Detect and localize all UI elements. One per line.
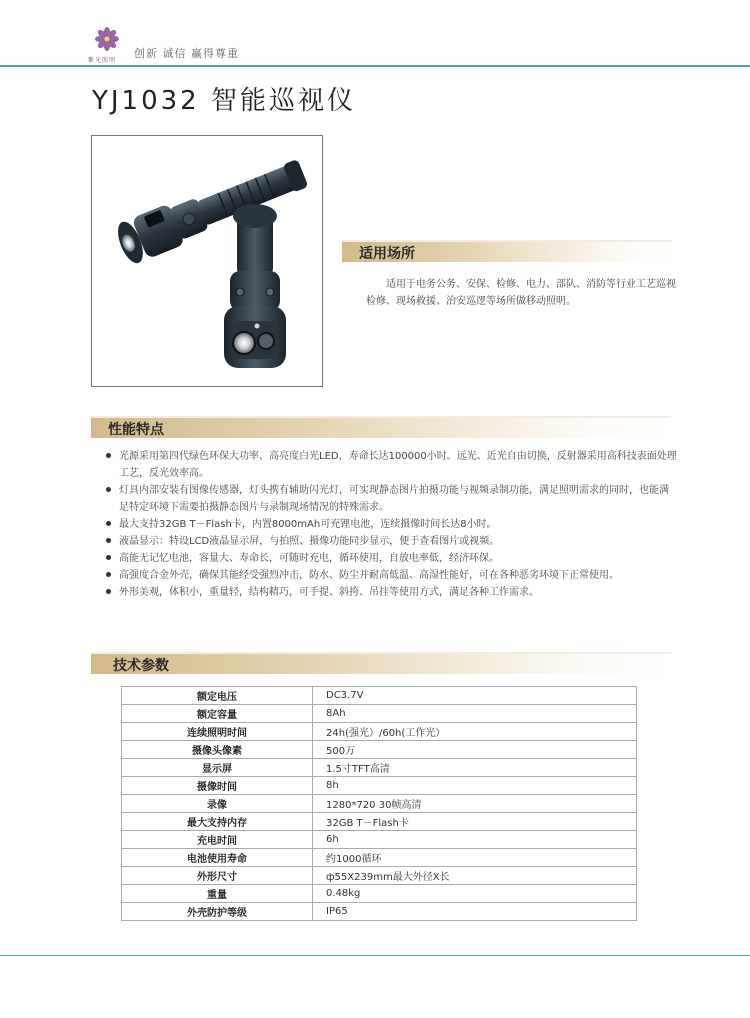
spec-value: DC3.7V [313, 687, 637, 705]
spec-key: 连续照明时间 [122, 723, 313, 741]
spec-key: 额定容量 [122, 705, 313, 723]
page-header [0, 0, 750, 66]
spec-value: 1.5寸TFT高清 [313, 759, 637, 777]
table-row [122, 813, 637, 831]
bullet-icon [106, 521, 111, 526]
spec-value: ф55X239mm最大外径X长 [313, 867, 637, 885]
list-item: 光源采用第四代绿色环保大功率、高亮度白光LED，寿命长达100000小时。远光、近光自由切换，反射器采用高科技表面处理工艺，反光效率高。 [106, 448, 678, 482]
list-item: 高强度合金外壳，确保其能经受强烈冲击，防水、防尘并耐高低温、高湿性能好，可在各种恶劣环境下正常使用。 [106, 567, 678, 584]
spec-value: 8h [313, 777, 637, 795]
bullet-icon [106, 453, 111, 458]
usage-heading: 适用场所 [359, 246, 415, 262]
list-item: 高能无记忆电池，容量大、寿命长，可随时充电，循环使用，自放电率低，经济环保。 [106, 550, 678, 567]
features-heading: 性能特点 [108, 422, 164, 438]
specs-section-bar [91, 652, 671, 674]
list-item: 外形美观，体积小，重量轻，结构精巧，可手提、斜挎、吊挂等使用方式，满足各种工作需求。 [106, 584, 678, 601]
spec-key: 电池使用寿命 [122, 849, 313, 867]
spec-value: 500万 [313, 741, 637, 759]
spec-key: 最大支持内存 [122, 813, 313, 831]
bullet-icon [106, 487, 111, 492]
spec-value: 24h(强光）/60h(工作光） [313, 723, 637, 741]
spec-key: 外形尺寸 [122, 867, 313, 885]
usage-section-bar [342, 240, 672, 262]
flower-logo-icon [92, 26, 122, 54]
usage-text: 适用于电务公务、安保、检修、电力、部队、消防等行业工艺巡视检修、现场救援、治安巡逻等场所做移动照明。 [366, 279, 676, 307]
page-title: YJ1032 智能巡视仪 [92, 86, 356, 116]
flashlight-illustration [92, 136, 322, 386]
footer-divider [0, 955, 750, 956]
bullet-icon [106, 572, 111, 577]
spec-key: 额定电压 [122, 687, 313, 705]
table-row [122, 705, 637, 723]
header-divider [0, 65, 750, 67]
spec-key: 摄像时间 [122, 777, 313, 795]
spec-value: 约1000循环 [313, 849, 637, 867]
spec-value: 0.48kg [313, 885, 637, 903]
spec-value: 8Ah [313, 705, 637, 723]
list-item: 液晶显示：特设LCD液晶显示屏，与拍照、摄像功能同步显示，便于查看图片或视频。 [106, 533, 678, 550]
table-row [122, 759, 637, 777]
table-row [122, 903, 637, 921]
spec-value: 6h [313, 831, 637, 849]
spec-key: 摄像头像素 [122, 741, 313, 759]
brand-name: 紫光照明 [88, 57, 117, 64]
slogan: 创新 诚信 赢得尊重 [134, 47, 239, 60]
bullet-icon [106, 589, 111, 594]
spec-key: 显示屏 [122, 759, 313, 777]
list-item: 最大支持32GB T－Flash卡，内置8000mAh可充锂电池，连续摄像时间长达8小时。 [106, 516, 678, 533]
features-list [106, 448, 678, 601]
table-row [122, 795, 637, 813]
table-row [122, 849, 637, 867]
list-item: 灯具内部安装有图像传感器，灯头携有辅助闪光灯，可实现静态图片拍摄功能与视频录制功能，满足照明需求的同时，也能满足特定环境下需要拍摄静态图片与录制现场情况的特殊需求。 [106, 482, 678, 516]
spec-value: 1280*720 30帧高清 [313, 795, 637, 813]
table-row [122, 741, 637, 759]
spec-value: IP65 [313, 903, 637, 921]
bullet-icon [106, 555, 111, 560]
bullet-icon [106, 538, 111, 543]
table-row [122, 831, 637, 849]
specs-heading: 技术参数 [113, 658, 169, 674]
table-row [122, 885, 637, 903]
features-section-bar [91, 416, 671, 438]
spec-table [121, 686, 637, 921]
product-photo [91, 135, 323, 387]
table-row [122, 687, 637, 705]
spec-key: 外壳防护等级 [122, 903, 313, 921]
spec-key: 录像 [122, 795, 313, 813]
table-row [122, 777, 637, 795]
spec-key: 重量 [122, 885, 313, 903]
table-row [122, 867, 637, 885]
spec-key: 充电时间 [122, 831, 313, 849]
spec-value: 32GB T－Flash卡 [313, 813, 637, 831]
table-row [122, 723, 637, 741]
